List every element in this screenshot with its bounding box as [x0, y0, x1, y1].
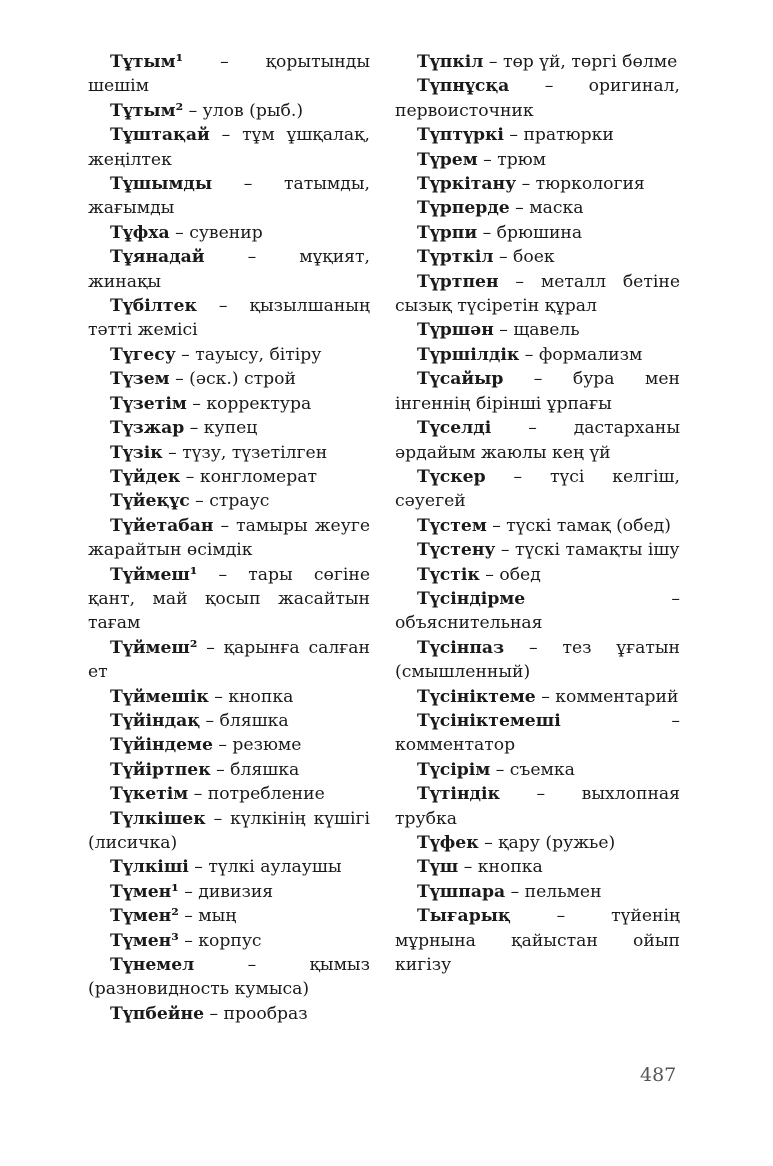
- entry-definition: – кнопка: [458, 857, 543, 878]
- entry-headword: Түстік: [417, 564, 480, 585]
- dictionary-entry: [395, 50, 680, 74]
- dictionary-entry: [88, 489, 370, 513]
- entry-definition: – комментарий: [535, 686, 679, 707]
- entry-definition: – обед: [479, 564, 541, 585]
- dictionary-entry: [88, 343, 370, 367]
- entry-definition: – күлкінің күшігі (лисичка): [88, 808, 370, 853]
- dictionary-entry: [88, 50, 370, 99]
- dictionary-entry: [88, 514, 370, 563]
- dictionary-entry: [395, 196, 680, 220]
- entry-headword: Тұтым²: [110, 100, 184, 121]
- entry-definition: – объяснительная: [395, 588, 680, 634]
- entry-headword: Түймешік: [110, 686, 209, 707]
- dictionary-entry: [395, 709, 680, 758]
- entry-headword: Тұштақай: [110, 125, 210, 146]
- entry-headword: Тұянадай: [110, 247, 205, 268]
- dictionary-entry: [395, 855, 680, 879]
- entry-headword: Түмен¹: [110, 881, 179, 902]
- dictionary-entry: [88, 392, 370, 416]
- dictionary-entry: [88, 636, 370, 685]
- entry-definition: – түскі тамақ (обед): [486, 515, 671, 536]
- dictionary-entry: [88, 758, 370, 782]
- entry-headword: Түпкіл: [417, 52, 484, 72]
- dictionary-entry: [395, 538, 680, 562]
- entry-definition: – тары сөгіне қант, май қосып жасайтын тағам: [88, 564, 370, 634]
- entry-headword: Түфек: [417, 833, 479, 853]
- dictionary-entry: [395, 221, 680, 245]
- entry-definition: – съемка: [490, 759, 575, 780]
- dictionary-entry: [88, 782, 370, 806]
- entry-definition: – потребление: [188, 784, 325, 805]
- entry-headword: Тұтым¹: [110, 52, 184, 72]
- entry-headword: Түрпи: [417, 222, 478, 243]
- entry-definition: – страус: [189, 491, 270, 512]
- entry-headword: Түмен³: [110, 930, 179, 951]
- entry-headword: Түсініктеме: [417, 686, 536, 707]
- entry-headword: Түтіндік: [417, 784, 500, 805]
- entry-definition: – дастарханы әрдайым жаюлы кең үй: [395, 418, 680, 463]
- entry-headword: Түртпен: [417, 271, 499, 292]
- entry-definition: – конгломерат: [180, 466, 317, 487]
- entry-definition: – сувенир: [169, 222, 263, 243]
- entry-headword: Түзік: [110, 442, 163, 463]
- entry-headword: Түптүркі: [417, 125, 504, 146]
- entry-headword: Түзетім: [110, 393, 187, 414]
- dictionary-entry: [88, 733, 370, 757]
- entry-definition: – қымыз (разновидность кумыса): [88, 955, 370, 1000]
- entry-headword: Түсініктемеші: [417, 710, 561, 731]
- dictionary-entry: [395, 636, 680, 685]
- dictionary-entry: [88, 904, 370, 928]
- entry-headword: Түймеш²: [110, 637, 198, 658]
- entry-headword: Түршән: [417, 320, 494, 341]
- entry-definition: – түзу, түзетілген: [162, 442, 328, 463]
- entry-headword: Түшпара: [417, 881, 506, 902]
- dictionary-entry: [395, 270, 680, 319]
- dictionary-entry: [395, 685, 680, 709]
- entry-definition: – боек: [493, 247, 555, 268]
- entry-headword: Түскер: [417, 466, 486, 487]
- entry-definition: – металл бетіне сызық түсіретін құрал: [395, 271, 680, 317]
- entry-headword: Түрперде: [417, 198, 510, 219]
- entry-headword: Түселді: [417, 418, 492, 439]
- entry-headword: Түймеш¹: [110, 564, 198, 585]
- entry-headword: Түйдек: [110, 466, 181, 487]
- dictionary-entry: [395, 123, 680, 147]
- entry-definition: – бляшка: [200, 710, 289, 731]
- entry-definition: – трюм: [477, 149, 547, 170]
- entry-definition: – (әск.) строй: [169, 369, 296, 390]
- entry-headword: Түйетабан: [110, 515, 214, 536]
- entry-definition: – тюркология: [516, 174, 645, 195]
- entry-definition: – мұқият, жинақы: [88, 247, 370, 292]
- entry-headword: Түйіртпек: [110, 759, 211, 780]
- dictionary-entry: [88, 245, 370, 294]
- dictionary-entry: [395, 758, 680, 782]
- dictionary-entry: [88, 172, 370, 221]
- entry-definition: – тез ұғатын (смышленный): [395, 637, 680, 683]
- dictionary-entry: [88, 685, 370, 709]
- right-column: [395, 50, 680, 977]
- dictionary-entry: [88, 123, 370, 172]
- entry-definition: – корректура: [186, 393, 312, 414]
- entry-headword: Түрткіл: [417, 247, 494, 268]
- entry-definition: – комментатор: [395, 710, 680, 756]
- entry-definition: – түйенің мұрнына қайыстан ойып кигізу: [395, 906, 680, 976]
- dictionary-entry: [395, 563, 680, 587]
- entry-definition: – қорытынды шешім: [88, 52, 370, 97]
- entry-headword: Түстену: [417, 540, 496, 561]
- dictionary-entry: [88, 855, 370, 879]
- dictionary-entry: [395, 587, 680, 636]
- dictionary-entry: [395, 74, 680, 123]
- entry-headword: Түбілтек: [110, 296, 197, 317]
- entry-headword: Түйіндақ: [110, 710, 201, 731]
- dictionary-entry: [88, 1002, 370, 1026]
- entry-definition: – қару (ружье): [478, 833, 616, 853]
- entry-definition: – мың: [178, 906, 237, 927]
- entry-headword: Түкетім: [110, 784, 189, 805]
- entry-definition: – тұм ұшқалақ, жеңілтек: [88, 125, 370, 170]
- entry-headword: Түрем: [417, 149, 478, 170]
- dictionary-entry: [88, 441, 370, 465]
- entry-definition: – выхлопная трубка: [395, 784, 680, 829]
- dictionary-entry: [395, 782, 680, 831]
- dictionary-entry: [395, 172, 680, 196]
- dictionary-entry: [395, 148, 680, 172]
- entry-headword: Түнемел: [110, 955, 195, 976]
- entry-headword: Түсінпаз: [417, 637, 505, 658]
- dictionary-entry: [395, 904, 680, 977]
- entry-definition: – маска: [509, 198, 584, 219]
- entry-definition: – формализм: [519, 344, 643, 365]
- entry-headword: Түпбейне: [110, 1003, 205, 1024]
- entry-headword: Түйеқұс: [110, 491, 190, 512]
- entry-definition: – щавель: [493, 320, 580, 341]
- entry-headword: Түсайыр: [417, 369, 504, 390]
- dictionary-entry: [88, 99, 370, 123]
- entry-definition: – бляшка: [210, 759, 300, 780]
- dictionary-entry: [395, 367, 680, 416]
- dictionary-entry: [395, 245, 680, 269]
- entry-definition: – пратюрки: [503, 125, 614, 146]
- entry-definition: – резюме: [212, 735, 302, 756]
- entry-definition: – қызылшаның тәтті жемісі: [88, 296, 370, 341]
- entry-headword: Түлкіші: [110, 857, 189, 878]
- left-column: [88, 50, 370, 1026]
- dictionary-entry: [88, 880, 370, 904]
- entry-headword: Түпнұсқа: [417, 76, 510, 97]
- entry-headword: Тығарық: [417, 906, 511, 927]
- dictionary-entry: [88, 929, 370, 953]
- dictionary-entry: [395, 514, 680, 538]
- entry-definition: – брюшина: [477, 222, 583, 243]
- page-number: 487: [640, 1064, 677, 1086]
- entry-definition: – корпус: [178, 930, 262, 951]
- entry-headword: Түмен²: [110, 906, 179, 927]
- entry-definition: – улов (рыб.): [183, 100, 304, 121]
- entry-headword: Түлкішек: [110, 808, 206, 829]
- entry-headword: Түзжар: [110, 418, 185, 439]
- dictionary-entry: [88, 221, 370, 245]
- entry-definition: – прообраз: [204, 1003, 308, 1024]
- entry-headword: Түш: [417, 857, 459, 878]
- entry-headword: Түсіндірме: [417, 588, 526, 609]
- entry-headword: Түсірім: [417, 759, 491, 780]
- entry-definition: – оригинал, первоисточник: [395, 76, 680, 121]
- entry-definition: – татымды, жағымды: [88, 174, 370, 219]
- entry-definition: – дивизия: [178, 881, 274, 902]
- entry-definition: – түлкі аулаушы: [188, 857, 342, 878]
- dictionary-entry: [88, 294, 370, 343]
- entry-headword: Тұфха: [110, 222, 170, 243]
- entry-definition: – бура мен інгеннің бірінші ұрпағы: [395, 369, 680, 414]
- entry-definition: – тауысу, бітіру: [175, 344, 322, 365]
- entry-definition: – түсі келгіш, сәуегей: [395, 466, 680, 512]
- dictionary-entry: [395, 831, 680, 855]
- entry-definition: – түскі тамақты ішу: [495, 540, 680, 561]
- entry-headword: Түршілдік: [417, 344, 520, 365]
- entry-definition: – төр үй, төргі бөлме: [483, 52, 678, 72]
- dictionary-entry: [395, 318, 680, 342]
- entry-headword: Тұшымды: [110, 174, 213, 195]
- dictionary-entry: [88, 563, 370, 636]
- dictionary-entry: [88, 465, 370, 489]
- dictionary-entry: [395, 343, 680, 367]
- dictionary-entry: [88, 807, 370, 856]
- entry-definition: – купец: [184, 418, 258, 439]
- dictionary-entry: [88, 709, 370, 733]
- entry-headword: Түзем: [110, 369, 170, 390]
- entry-headword: Түстем: [417, 515, 487, 536]
- dictionary-entry: [395, 465, 680, 514]
- dictionary-entry: [88, 416, 370, 440]
- dictionary-entry: [395, 880, 680, 904]
- entry-definition: – тамыры жеуге жарайтын өсімдік: [88, 515, 370, 561]
- entry-definition: – пельмен: [505, 881, 602, 902]
- dictionary-entry: [88, 367, 370, 391]
- entry-headword: Түйіндеме: [110, 735, 213, 756]
- entry-headword: Түркітану: [417, 174, 517, 195]
- dictionary-entry: [395, 416, 680, 465]
- dictionary-entry: [88, 953, 370, 1002]
- entry-definition: – қарынға салған ет: [88, 637, 370, 683]
- entry-definition: – кнопка: [208, 686, 294, 707]
- entry-headword: Түгесу: [110, 344, 176, 365]
